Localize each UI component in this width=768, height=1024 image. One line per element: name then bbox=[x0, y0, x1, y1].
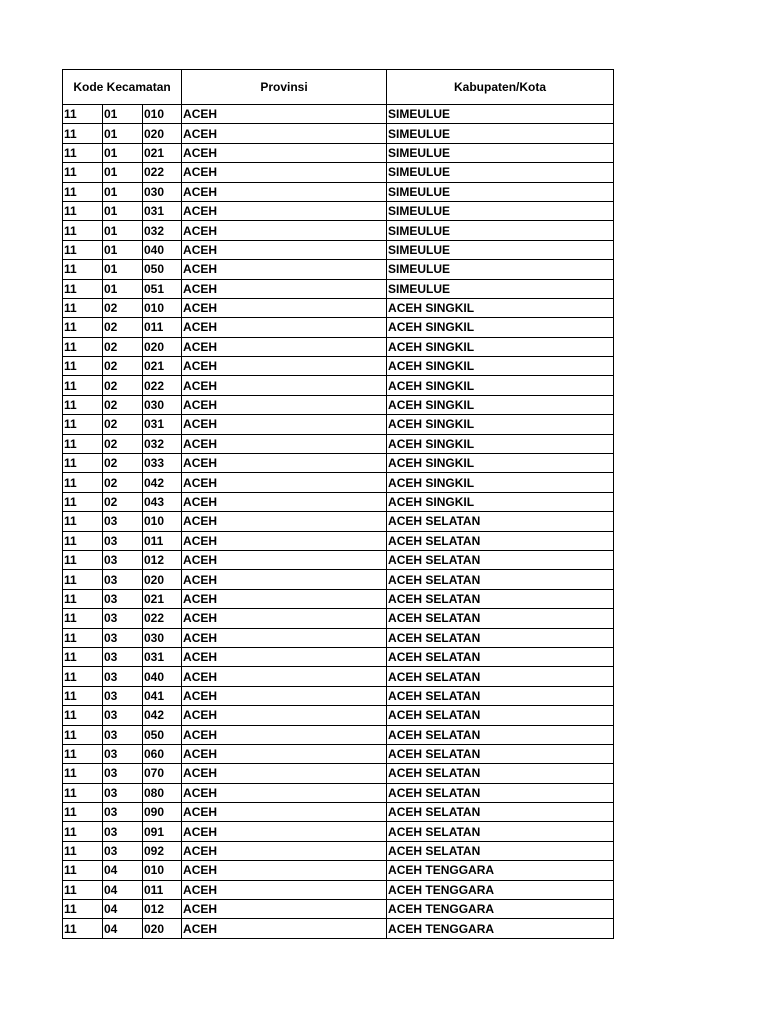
cell-kabupaten-kota: ACEH SELATAN bbox=[387, 783, 614, 802]
cell-kabupaten-kota: ACEH TENGGARA bbox=[387, 900, 614, 919]
cell-kode-provinsi: 11 bbox=[63, 415, 103, 434]
cell-kabupaten-kota: ACEH SELATAN bbox=[387, 609, 614, 628]
cell-kabupaten-kota: ACEH SINGKIL bbox=[387, 357, 614, 376]
cell-kode-kecamatan: 021 bbox=[143, 357, 182, 376]
cell-kode-provinsi: 11 bbox=[63, 260, 103, 279]
cell-kabupaten-kota: ACEH SELATAN bbox=[387, 628, 614, 647]
header-row bbox=[63, 70, 614, 105]
cell-kode-kabupaten: 03 bbox=[103, 783, 143, 802]
cell-provinsi: ACEH bbox=[182, 647, 387, 666]
cell-kabupaten-kota: ACEH TENGGARA bbox=[387, 919, 614, 938]
cell-kode-provinsi: 11 bbox=[63, 725, 103, 744]
cell-kabupaten-kota: ACEH SELATAN bbox=[387, 744, 614, 763]
cell-kode-kabupaten: 02 bbox=[103, 415, 143, 434]
cell-provinsi: ACEH bbox=[182, 124, 387, 143]
cell-kode-provinsi: 11 bbox=[63, 454, 103, 473]
cell-provinsi: ACEH bbox=[182, 415, 387, 434]
cell-kode-provinsi: 11 bbox=[63, 686, 103, 705]
cell-provinsi: ACEH bbox=[182, 434, 387, 453]
cell-kode-provinsi: 11 bbox=[63, 240, 103, 259]
cell-kode-kecamatan: 011 bbox=[143, 880, 182, 899]
cell-kabupaten-kota: ACEH SELATAN bbox=[387, 531, 614, 550]
table-row bbox=[63, 318, 614, 337]
cell-kode-kecamatan: 020 bbox=[143, 124, 182, 143]
cell-kode-kecamatan: 030 bbox=[143, 628, 182, 647]
cell-kode-kabupaten: 03 bbox=[103, 725, 143, 744]
cell-kode-kecamatan: 031 bbox=[143, 647, 182, 666]
cell-kabupaten-kota: ACEH SELATAN bbox=[387, 841, 614, 860]
cell-kabupaten-kota: ACEH SELATAN bbox=[387, 550, 614, 569]
cell-kode-provinsi: 11 bbox=[63, 667, 103, 686]
cell-kode-provinsi: 11 bbox=[63, 570, 103, 589]
cell-provinsi: ACEH bbox=[182, 240, 387, 259]
cell-provinsi: ACEH bbox=[182, 531, 387, 550]
cell-kode-kabupaten: 01 bbox=[103, 163, 143, 182]
cell-kode-kabupaten: 04 bbox=[103, 880, 143, 899]
cell-kabupaten-kota: ACEH SINGKIL bbox=[387, 473, 614, 492]
cell-provinsi: ACEH bbox=[182, 143, 387, 162]
cell-kode-kecamatan: 022 bbox=[143, 163, 182, 182]
cell-kabupaten-kota: ACEH SELATAN bbox=[387, 589, 614, 608]
cell-kode-provinsi: 11 bbox=[63, 841, 103, 860]
cell-kode-kecamatan: 012 bbox=[143, 900, 182, 919]
cell-kode-provinsi: 11 bbox=[63, 647, 103, 666]
table-row bbox=[63, 803, 614, 822]
cell-kabupaten-kota: SIMEULUE bbox=[387, 105, 614, 124]
cell-kode-provinsi: 11 bbox=[63, 318, 103, 337]
cell-kode-provinsi: 11 bbox=[63, 163, 103, 182]
cell-kode-kabupaten: 03 bbox=[103, 589, 143, 608]
cell-provinsi: ACEH bbox=[182, 919, 387, 938]
cell-kode-kecamatan: 022 bbox=[143, 376, 182, 395]
cell-kode-kabupaten: 02 bbox=[103, 298, 143, 317]
cell-provinsi: ACEH bbox=[182, 454, 387, 473]
kecamatan-table bbox=[62, 69, 614, 939]
table-body bbox=[63, 105, 614, 939]
cell-kode-provinsi: 11 bbox=[63, 919, 103, 938]
cell-kode-provinsi: 11 bbox=[63, 531, 103, 550]
table-row bbox=[63, 647, 614, 666]
cell-provinsi: ACEH bbox=[182, 279, 387, 298]
cell-kode-kabupaten: 02 bbox=[103, 492, 143, 511]
cell-provinsi: ACEH bbox=[182, 473, 387, 492]
cell-kode-kecamatan: 060 bbox=[143, 744, 182, 763]
cell-kode-provinsi: 11 bbox=[63, 357, 103, 376]
cell-kode-kecamatan: 020 bbox=[143, 919, 182, 938]
cell-kode-kabupaten: 03 bbox=[103, 686, 143, 705]
cell-kode-kecamatan: 051 bbox=[143, 279, 182, 298]
cell-provinsi: ACEH bbox=[182, 376, 387, 395]
cell-provinsi: ACEH bbox=[182, 861, 387, 880]
cell-kode-provinsi: 11 bbox=[63, 880, 103, 899]
table-row bbox=[63, 105, 614, 124]
cell-kabupaten-kota: ACEH SINGKIL bbox=[387, 376, 614, 395]
cell-kode-kabupaten: 03 bbox=[103, 550, 143, 569]
cell-kabupaten-kota: ACEH SELATAN bbox=[387, 822, 614, 841]
cell-kabupaten-kota: ACEH SINGKIL bbox=[387, 337, 614, 356]
cell-kode-kecamatan: 070 bbox=[143, 764, 182, 783]
table-row bbox=[63, 609, 614, 628]
table-row bbox=[63, 163, 614, 182]
cell-kabupaten-kota: SIMEULUE bbox=[387, 182, 614, 201]
cell-kode-kecamatan: 010 bbox=[143, 512, 182, 531]
cell-kode-provinsi: 11 bbox=[63, 822, 103, 841]
cell-kode-kabupaten: 03 bbox=[103, 667, 143, 686]
cell-kode-kabupaten: 02 bbox=[103, 376, 143, 395]
cell-kode-kabupaten: 01 bbox=[103, 279, 143, 298]
table-header bbox=[63, 70, 614, 105]
table-row bbox=[63, 512, 614, 531]
cell-kode-kecamatan: 022 bbox=[143, 609, 182, 628]
cell-kode-kecamatan: 020 bbox=[143, 570, 182, 589]
cell-kode-provinsi: 11 bbox=[63, 105, 103, 124]
cell-kode-kecamatan: 050 bbox=[143, 260, 182, 279]
table-row bbox=[63, 279, 614, 298]
cell-kabupaten-kota: SIMEULUE bbox=[387, 260, 614, 279]
cell-kode-kecamatan: 011 bbox=[143, 531, 182, 550]
cell-kode-kabupaten: 01 bbox=[103, 143, 143, 162]
cell-kode-kecamatan: 021 bbox=[143, 589, 182, 608]
cell-kabupaten-kota: ACEH SINGKIL bbox=[387, 434, 614, 453]
cell-kode-kecamatan: 090 bbox=[143, 803, 182, 822]
cell-kode-kabupaten: 04 bbox=[103, 900, 143, 919]
table-row bbox=[63, 143, 614, 162]
cell-kode-kabupaten: 02 bbox=[103, 473, 143, 492]
cell-kode-kabupaten: 02 bbox=[103, 318, 143, 337]
cell-kode-kabupaten: 01 bbox=[103, 124, 143, 143]
cell-kode-provinsi: 11 bbox=[63, 512, 103, 531]
cell-kode-kabupaten: 03 bbox=[103, 647, 143, 666]
table-row bbox=[63, 182, 614, 201]
cell-kabupaten-kota: ACEH SINGKIL bbox=[387, 492, 614, 511]
cell-provinsi: ACEH bbox=[182, 318, 387, 337]
table-row bbox=[63, 919, 614, 938]
cell-kode-provinsi: 11 bbox=[63, 298, 103, 317]
cell-kabupaten-kota: SIMEULUE bbox=[387, 163, 614, 182]
cell-kode-provinsi: 11 bbox=[63, 376, 103, 395]
cell-kabupaten-kota: ACEH SELATAN bbox=[387, 512, 614, 531]
cell-kode-kecamatan: 050 bbox=[143, 725, 182, 744]
cell-kode-provinsi: 11 bbox=[63, 861, 103, 880]
cell-kode-kabupaten: 03 bbox=[103, 841, 143, 860]
table-row bbox=[63, 589, 614, 608]
table-row bbox=[63, 861, 614, 880]
cell-kode-kabupaten: 01 bbox=[103, 201, 143, 220]
cell-provinsi: ACEH bbox=[182, 706, 387, 725]
cell-provinsi: ACEH bbox=[182, 163, 387, 182]
cell-kabupaten-kota: ACEH SELATAN bbox=[387, 706, 614, 725]
cell-kabupaten-kota: ACEH SINGKIL bbox=[387, 298, 614, 317]
cell-kode-kabupaten: 01 bbox=[103, 240, 143, 259]
cell-kode-kabupaten: 04 bbox=[103, 919, 143, 938]
table-row bbox=[63, 201, 614, 220]
header-kabupaten-kota: Kabupaten/Kota bbox=[387, 70, 614, 105]
cell-kabupaten-kota: ACEH SINGKIL bbox=[387, 415, 614, 434]
cell-kode-kabupaten: 02 bbox=[103, 395, 143, 414]
table-row bbox=[63, 337, 614, 356]
cell-kode-kecamatan: 032 bbox=[143, 221, 182, 240]
cell-kabupaten-kota: SIMEULUE bbox=[387, 279, 614, 298]
spreadsheet-page bbox=[62, 69, 613, 939]
table-row bbox=[63, 260, 614, 279]
table-row bbox=[63, 240, 614, 259]
cell-kode-kecamatan: 091 bbox=[143, 822, 182, 841]
cell-provinsi: ACEH bbox=[182, 395, 387, 414]
table-row bbox=[63, 725, 614, 744]
cell-provinsi: ACEH bbox=[182, 512, 387, 531]
table-row bbox=[63, 880, 614, 899]
table-row bbox=[63, 764, 614, 783]
cell-provinsi: ACEH bbox=[182, 298, 387, 317]
cell-kode-provinsi: 11 bbox=[63, 143, 103, 162]
cell-kabupaten-kota: ACEH SINGKIL bbox=[387, 454, 614, 473]
cell-kode-provinsi: 11 bbox=[63, 609, 103, 628]
cell-provinsi: ACEH bbox=[182, 570, 387, 589]
table-row bbox=[63, 570, 614, 589]
cell-kode-provinsi: 11 bbox=[63, 221, 103, 240]
table-row bbox=[63, 686, 614, 705]
cell-provinsi: ACEH bbox=[182, 492, 387, 511]
cell-kabupaten-kota: ACEH SELATAN bbox=[387, 667, 614, 686]
cell-kode-kabupaten: 03 bbox=[103, 803, 143, 822]
table-row bbox=[63, 550, 614, 569]
cell-provinsi: ACEH bbox=[182, 783, 387, 802]
cell-provinsi: ACEH bbox=[182, 609, 387, 628]
cell-provinsi: ACEH bbox=[182, 337, 387, 356]
cell-kode-kecamatan: 042 bbox=[143, 706, 182, 725]
cell-kode-kabupaten: 03 bbox=[103, 609, 143, 628]
cell-kabupaten-kota: ACEH SELATAN bbox=[387, 803, 614, 822]
cell-kode-provinsi: 11 bbox=[63, 124, 103, 143]
cell-kode-kecamatan: 010 bbox=[143, 105, 182, 124]
cell-kode-kabupaten: 01 bbox=[103, 260, 143, 279]
cell-kode-kabupaten: 02 bbox=[103, 357, 143, 376]
cell-kode-kabupaten: 01 bbox=[103, 221, 143, 240]
cell-kabupaten-kota: ACEH SELATAN bbox=[387, 686, 614, 705]
cell-kabupaten-kota: ACEH SELATAN bbox=[387, 570, 614, 589]
cell-kode-kabupaten: 02 bbox=[103, 337, 143, 356]
cell-provinsi: ACEH bbox=[182, 550, 387, 569]
table-row bbox=[63, 783, 614, 802]
cell-kode-kecamatan: 042 bbox=[143, 473, 182, 492]
cell-kabupaten-kota: ACEH SINGKIL bbox=[387, 318, 614, 337]
cell-kode-kabupaten: 03 bbox=[103, 822, 143, 841]
cell-kabupaten-kota: SIMEULUE bbox=[387, 201, 614, 220]
table-row bbox=[63, 900, 614, 919]
cell-kabupaten-kota: ACEH SELATAN bbox=[387, 764, 614, 783]
cell-kode-provinsi: 11 bbox=[63, 473, 103, 492]
table-row bbox=[63, 357, 614, 376]
cell-provinsi: ACEH bbox=[182, 357, 387, 376]
table-row bbox=[63, 395, 614, 414]
cell-kode-provinsi: 11 bbox=[63, 492, 103, 511]
table-row bbox=[63, 434, 614, 453]
cell-kode-kabupaten: 02 bbox=[103, 454, 143, 473]
cell-kode-provinsi: 11 bbox=[63, 550, 103, 569]
cell-kode-provinsi: 11 bbox=[63, 900, 103, 919]
cell-kode-provinsi: 11 bbox=[63, 803, 103, 822]
cell-kode-kecamatan: 010 bbox=[143, 861, 182, 880]
cell-kode-kecamatan: 012 bbox=[143, 550, 182, 569]
cell-kode-provinsi: 11 bbox=[63, 434, 103, 453]
cell-kabupaten-kota: SIMEULUE bbox=[387, 221, 614, 240]
cell-kode-provinsi: 11 bbox=[63, 706, 103, 725]
cell-kode-kabupaten: 04 bbox=[103, 861, 143, 880]
cell-provinsi: ACEH bbox=[182, 182, 387, 201]
cell-provinsi: ACEH bbox=[182, 822, 387, 841]
cell-kode-provinsi: 11 bbox=[63, 744, 103, 763]
cell-kode-kecamatan: 043 bbox=[143, 492, 182, 511]
cell-kode-kecamatan: 011 bbox=[143, 318, 182, 337]
cell-provinsi: ACEH bbox=[182, 764, 387, 783]
cell-kode-provinsi: 11 bbox=[63, 589, 103, 608]
cell-kode-kecamatan: 031 bbox=[143, 415, 182, 434]
cell-kode-kecamatan: 040 bbox=[143, 240, 182, 259]
table-row bbox=[63, 221, 614, 240]
cell-kode-provinsi: 11 bbox=[63, 628, 103, 647]
cell-kode-kabupaten: 03 bbox=[103, 512, 143, 531]
cell-kode-kabupaten: 03 bbox=[103, 570, 143, 589]
table-row bbox=[63, 628, 614, 647]
table-row bbox=[63, 376, 614, 395]
cell-kode-provinsi: 11 bbox=[63, 783, 103, 802]
cell-provinsi: ACEH bbox=[182, 201, 387, 220]
cell-kode-kecamatan: 010 bbox=[143, 298, 182, 317]
cell-kode-kecamatan: 092 bbox=[143, 841, 182, 860]
cell-kode-kabupaten: 01 bbox=[103, 182, 143, 201]
cell-provinsi: ACEH bbox=[182, 803, 387, 822]
cell-kode-kabupaten: 03 bbox=[103, 706, 143, 725]
cell-kode-kecamatan: 031 bbox=[143, 201, 182, 220]
cell-kabupaten-kota: SIMEULUE bbox=[387, 124, 614, 143]
cell-kode-kabupaten: 03 bbox=[103, 628, 143, 647]
cell-kode-kecamatan: 020 bbox=[143, 337, 182, 356]
table-row bbox=[63, 454, 614, 473]
cell-kode-provinsi: 11 bbox=[63, 201, 103, 220]
cell-kode-kabupaten: 01 bbox=[103, 105, 143, 124]
cell-kode-kecamatan: 021 bbox=[143, 143, 182, 162]
cell-kabupaten-kota: SIMEULUE bbox=[387, 143, 614, 162]
cell-provinsi: ACEH bbox=[182, 628, 387, 647]
table-row bbox=[63, 822, 614, 841]
cell-kabupaten-kota: ACEH SELATAN bbox=[387, 725, 614, 744]
cell-provinsi: ACEH bbox=[182, 841, 387, 860]
cell-kabupaten-kota: ACEH SELATAN bbox=[387, 647, 614, 666]
cell-provinsi: ACEH bbox=[182, 221, 387, 240]
cell-kode-provinsi: 11 bbox=[63, 764, 103, 783]
cell-kode-kecamatan: 041 bbox=[143, 686, 182, 705]
cell-kode-kabupaten: 03 bbox=[103, 531, 143, 550]
cell-provinsi: ACEH bbox=[182, 667, 387, 686]
table-row bbox=[63, 744, 614, 763]
cell-kode-kabupaten: 03 bbox=[103, 744, 143, 763]
header-provinsi: Provinsi bbox=[182, 70, 387, 105]
cell-kode-provinsi: 11 bbox=[63, 337, 103, 356]
table-row bbox=[63, 492, 614, 511]
header-kode-kecamatan: Kode Kecamatan bbox=[63, 70, 182, 105]
table-row bbox=[63, 473, 614, 492]
table-row bbox=[63, 415, 614, 434]
cell-kode-provinsi: 11 bbox=[63, 182, 103, 201]
table-row bbox=[63, 841, 614, 860]
cell-kode-kecamatan: 032 bbox=[143, 434, 182, 453]
cell-provinsi: ACEH bbox=[182, 105, 387, 124]
cell-provinsi: ACEH bbox=[182, 260, 387, 279]
cell-kode-kecamatan: 033 bbox=[143, 454, 182, 473]
cell-kode-provinsi: 11 bbox=[63, 395, 103, 414]
cell-kode-provinsi: 11 bbox=[63, 279, 103, 298]
cell-kabupaten-kota: ACEH TENGGARA bbox=[387, 880, 614, 899]
cell-provinsi: ACEH bbox=[182, 725, 387, 744]
cell-kode-kecamatan: 030 bbox=[143, 395, 182, 414]
table-row bbox=[63, 298, 614, 317]
table-row bbox=[63, 531, 614, 550]
cell-provinsi: ACEH bbox=[182, 744, 387, 763]
cell-provinsi: ACEH bbox=[182, 589, 387, 608]
cell-kabupaten-kota: ACEH TENGGARA bbox=[387, 861, 614, 880]
cell-provinsi: ACEH bbox=[182, 900, 387, 919]
cell-kode-kecamatan: 030 bbox=[143, 182, 182, 201]
table-row bbox=[63, 124, 614, 143]
cell-kode-kecamatan: 080 bbox=[143, 783, 182, 802]
cell-provinsi: ACEH bbox=[182, 686, 387, 705]
cell-kabupaten-kota: SIMEULUE bbox=[387, 240, 614, 259]
cell-kode-kabupaten: 03 bbox=[103, 764, 143, 783]
cell-kode-kecamatan: 040 bbox=[143, 667, 182, 686]
cell-kabupaten-kota: ACEH SINGKIL bbox=[387, 395, 614, 414]
table-row bbox=[63, 667, 614, 686]
table-row bbox=[63, 706, 614, 725]
cell-kode-kabupaten: 02 bbox=[103, 434, 143, 453]
cell-provinsi: ACEH bbox=[182, 880, 387, 899]
